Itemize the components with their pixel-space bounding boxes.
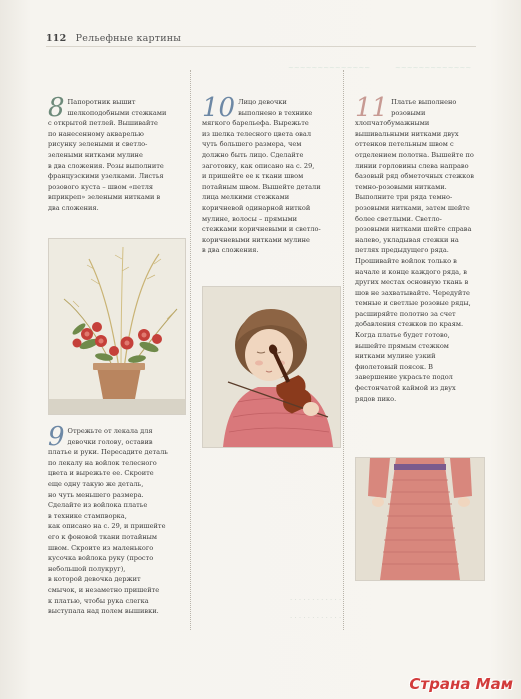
step-8 <box>48 93 186 214</box>
step-number: 8 <box>48 93 65 123</box>
violin-girl-illustration <box>203 287 340 447</box>
section-title: Рельефные картины <box>75 33 182 44</box>
flowers-illustration <box>49 239 185 414</box>
flowers-embroidery-photo <box>48 238 186 415</box>
bleed-through-text: ~~~~~~~~~~~~~ <box>395 64 472 72</box>
step-text: Папоротник вышит шелкоподобными стежками с открытой петлей. Вышивайте по нанесенному акварелью рисунку зелеными и светло- зелеными нитками мулине в два сложения. Розы выполните французскими узелками. Листья розового куста – швом «петля вприкреп» зелеными нитками в два сложения. <box>48 98 167 212</box>
bleed-through-text: · · · · · · · · · · · · <box>290 614 342 622</box>
step-text: Лицо девочки выполнено в технике мягкого барельефа. Вырежьте из шелка телесного цвета овал чуть большего размера, чем должно быть лицо. Сделайте заготовку, как описано на с. 29, и пришейте ее к ткани швом потайным швом. Вышейте детали лица мелкими стежками коричневой одинарной ниткой мулине, волосы – прямыми стежками коричневыми и светло- коричневыми нитками мулине в два сложения. <box>202 98 321 255</box>
pink-dress-photo <box>355 457 485 581</box>
bleed-through-text: · · · · · · · · · · · · <box>290 596 342 604</box>
step-11 <box>355 93 485 404</box>
pink-dress-illustration <box>356 458 484 580</box>
header-divider <box>46 46 476 47</box>
step-text: Платье выполнено розовыми хлопчатобумажными вышивальными нитками двух оттенков петельным швом с отделением полотна. Вышейте по линии горловины слева направо базовый ряд обметочных стежков темно-розовыми нитками. Выполните три ряда темно- розовыми нитками, затем шейте более светлыми. Светло- розовыми нитками шейте справа налево, укладывая стежки на петлях предыдущего ряда. Прошивайте войлок только в начале и конце каждого ряда, в других местах основную ткань в шов не захватывайте. Чередуйте темные и светлые розовые ряды, расширяйте полотно за счет добавления стежков по краям. Когда платье будет готово, вышейте прямым стежком нитками мулине узкий фиолетовый поясок. В завершение украсьте подол фестончатой каймой из двух рядов пико. <box>355 98 474 403</box>
watermark-logo: Страна Мам <box>409 675 513 693</box>
step-10 <box>202 93 340 256</box>
bleed-through-text: ~~~~~~~~~~~~~~ <box>288 64 371 72</box>
running-header <box>46 33 181 44</box>
page-number: 112 <box>46 33 67 44</box>
step-number: 10 <box>202 93 236 123</box>
violin-girl-face-photo <box>202 286 341 448</box>
step-text: Отрежьте от лекала для девочки голову, оставив платье и руки. Пересадите деталь по лекалу на войлок телесного цвета и вырежьте ее. Скроите еще одну такую же деталь, но чуть меньшего размера. Сделайте из войлока платье в технике стампворка, как описано на с. 29, и пришейте его к фоновой ткани потайным швом. Скроите из маленького кусочка войлока руку (просто небольшой полукруг), в которой девочка держит смычок, и незаметно пришейте к платью, чтобы рука слегка выступала над полем вышивки. <box>48 427 168 616</box>
column-divider <box>190 70 191 630</box>
step-9 <box>48 422 186 617</box>
step-number: 11 <box>355 93 389 123</box>
step-number: 9 <box>48 422 65 452</box>
column-divider <box>343 70 344 630</box>
